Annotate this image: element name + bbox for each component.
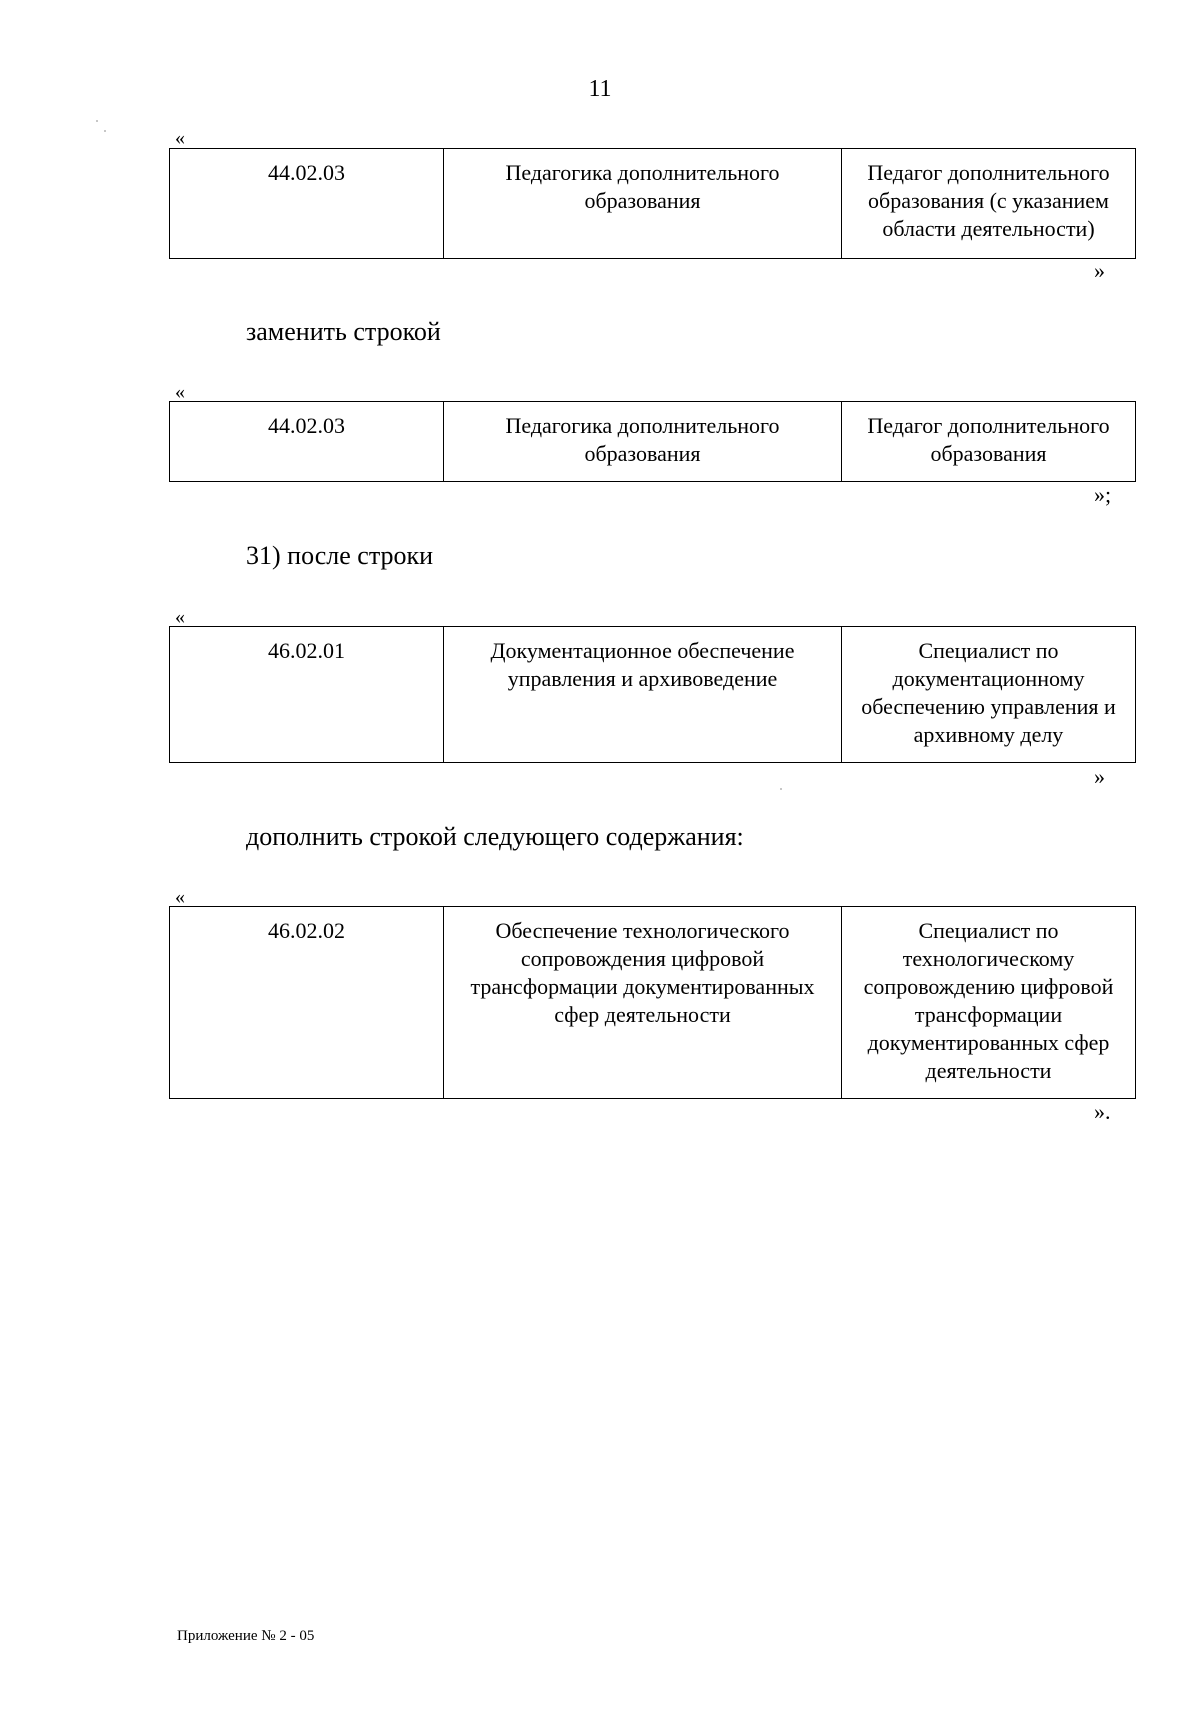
scan-speck: [780, 788, 782, 790]
qualification-cell: Педагог дополнительного образования (с указанием области деятельности): [842, 149, 1136, 259]
opening-quote: «: [175, 127, 185, 149]
paragraph-after-row: 31) после строки: [246, 541, 434, 570]
table-block-1: [169, 148, 1136, 259]
qualification-cell: Педагог дополнительного образования: [842, 402, 1136, 482]
table-row: [170, 907, 1136, 1099]
scan-speck: [96, 120, 98, 122]
table-block-4: [169, 906, 1136, 1099]
scan-speck: [104, 130, 106, 132]
table-row: [170, 149, 1136, 259]
paragraph-add-row: дополнить строкой следующего содержания:: [246, 822, 744, 851]
table-row: [170, 402, 1136, 482]
code-cell: 46.02.01: [170, 627, 444, 763]
specialty-cell: Педагогика дополнительного образования: [444, 149, 842, 259]
code-cell: 44.02.03: [170, 149, 444, 259]
paragraph-replace: заменить строкой: [246, 317, 441, 346]
specialty-cell: Педагогика дополнительного образования: [444, 402, 842, 482]
closing-quote: »: [1094, 764, 1105, 789]
opening-quote: «: [175, 606, 185, 628]
closing-quote: »;: [1094, 482, 1112, 507]
code-cell: 46.02.02: [170, 907, 444, 1099]
qualification-cell: Специалист по документационному обеспечению управления и архивному делу: [842, 627, 1136, 763]
table-block-3: [169, 626, 1136, 763]
specialty-cell: Документационное обеспечение управления и архивоведение: [444, 627, 842, 763]
table-block-2: [169, 401, 1136, 482]
closing-quote: »: [1094, 258, 1105, 283]
page-number: 11: [588, 76, 612, 102]
opening-quote: «: [175, 381, 185, 403]
table-row: [170, 627, 1136, 763]
qualification-cell: Специалист по технологическому сопровождению цифровой трансформации документированных сфер деятельности: [842, 907, 1136, 1099]
code-cell: 44.02.03: [170, 402, 444, 482]
opening-quote: «: [175, 886, 185, 908]
footer-annex-label: Приложение № 2 - 05: [177, 1628, 315, 1644]
closing-quote: ».: [1094, 1099, 1111, 1124]
specialty-cell: Обеспечение технологического сопровождения цифровой трансформации документированных сфер деятельности: [444, 907, 842, 1099]
